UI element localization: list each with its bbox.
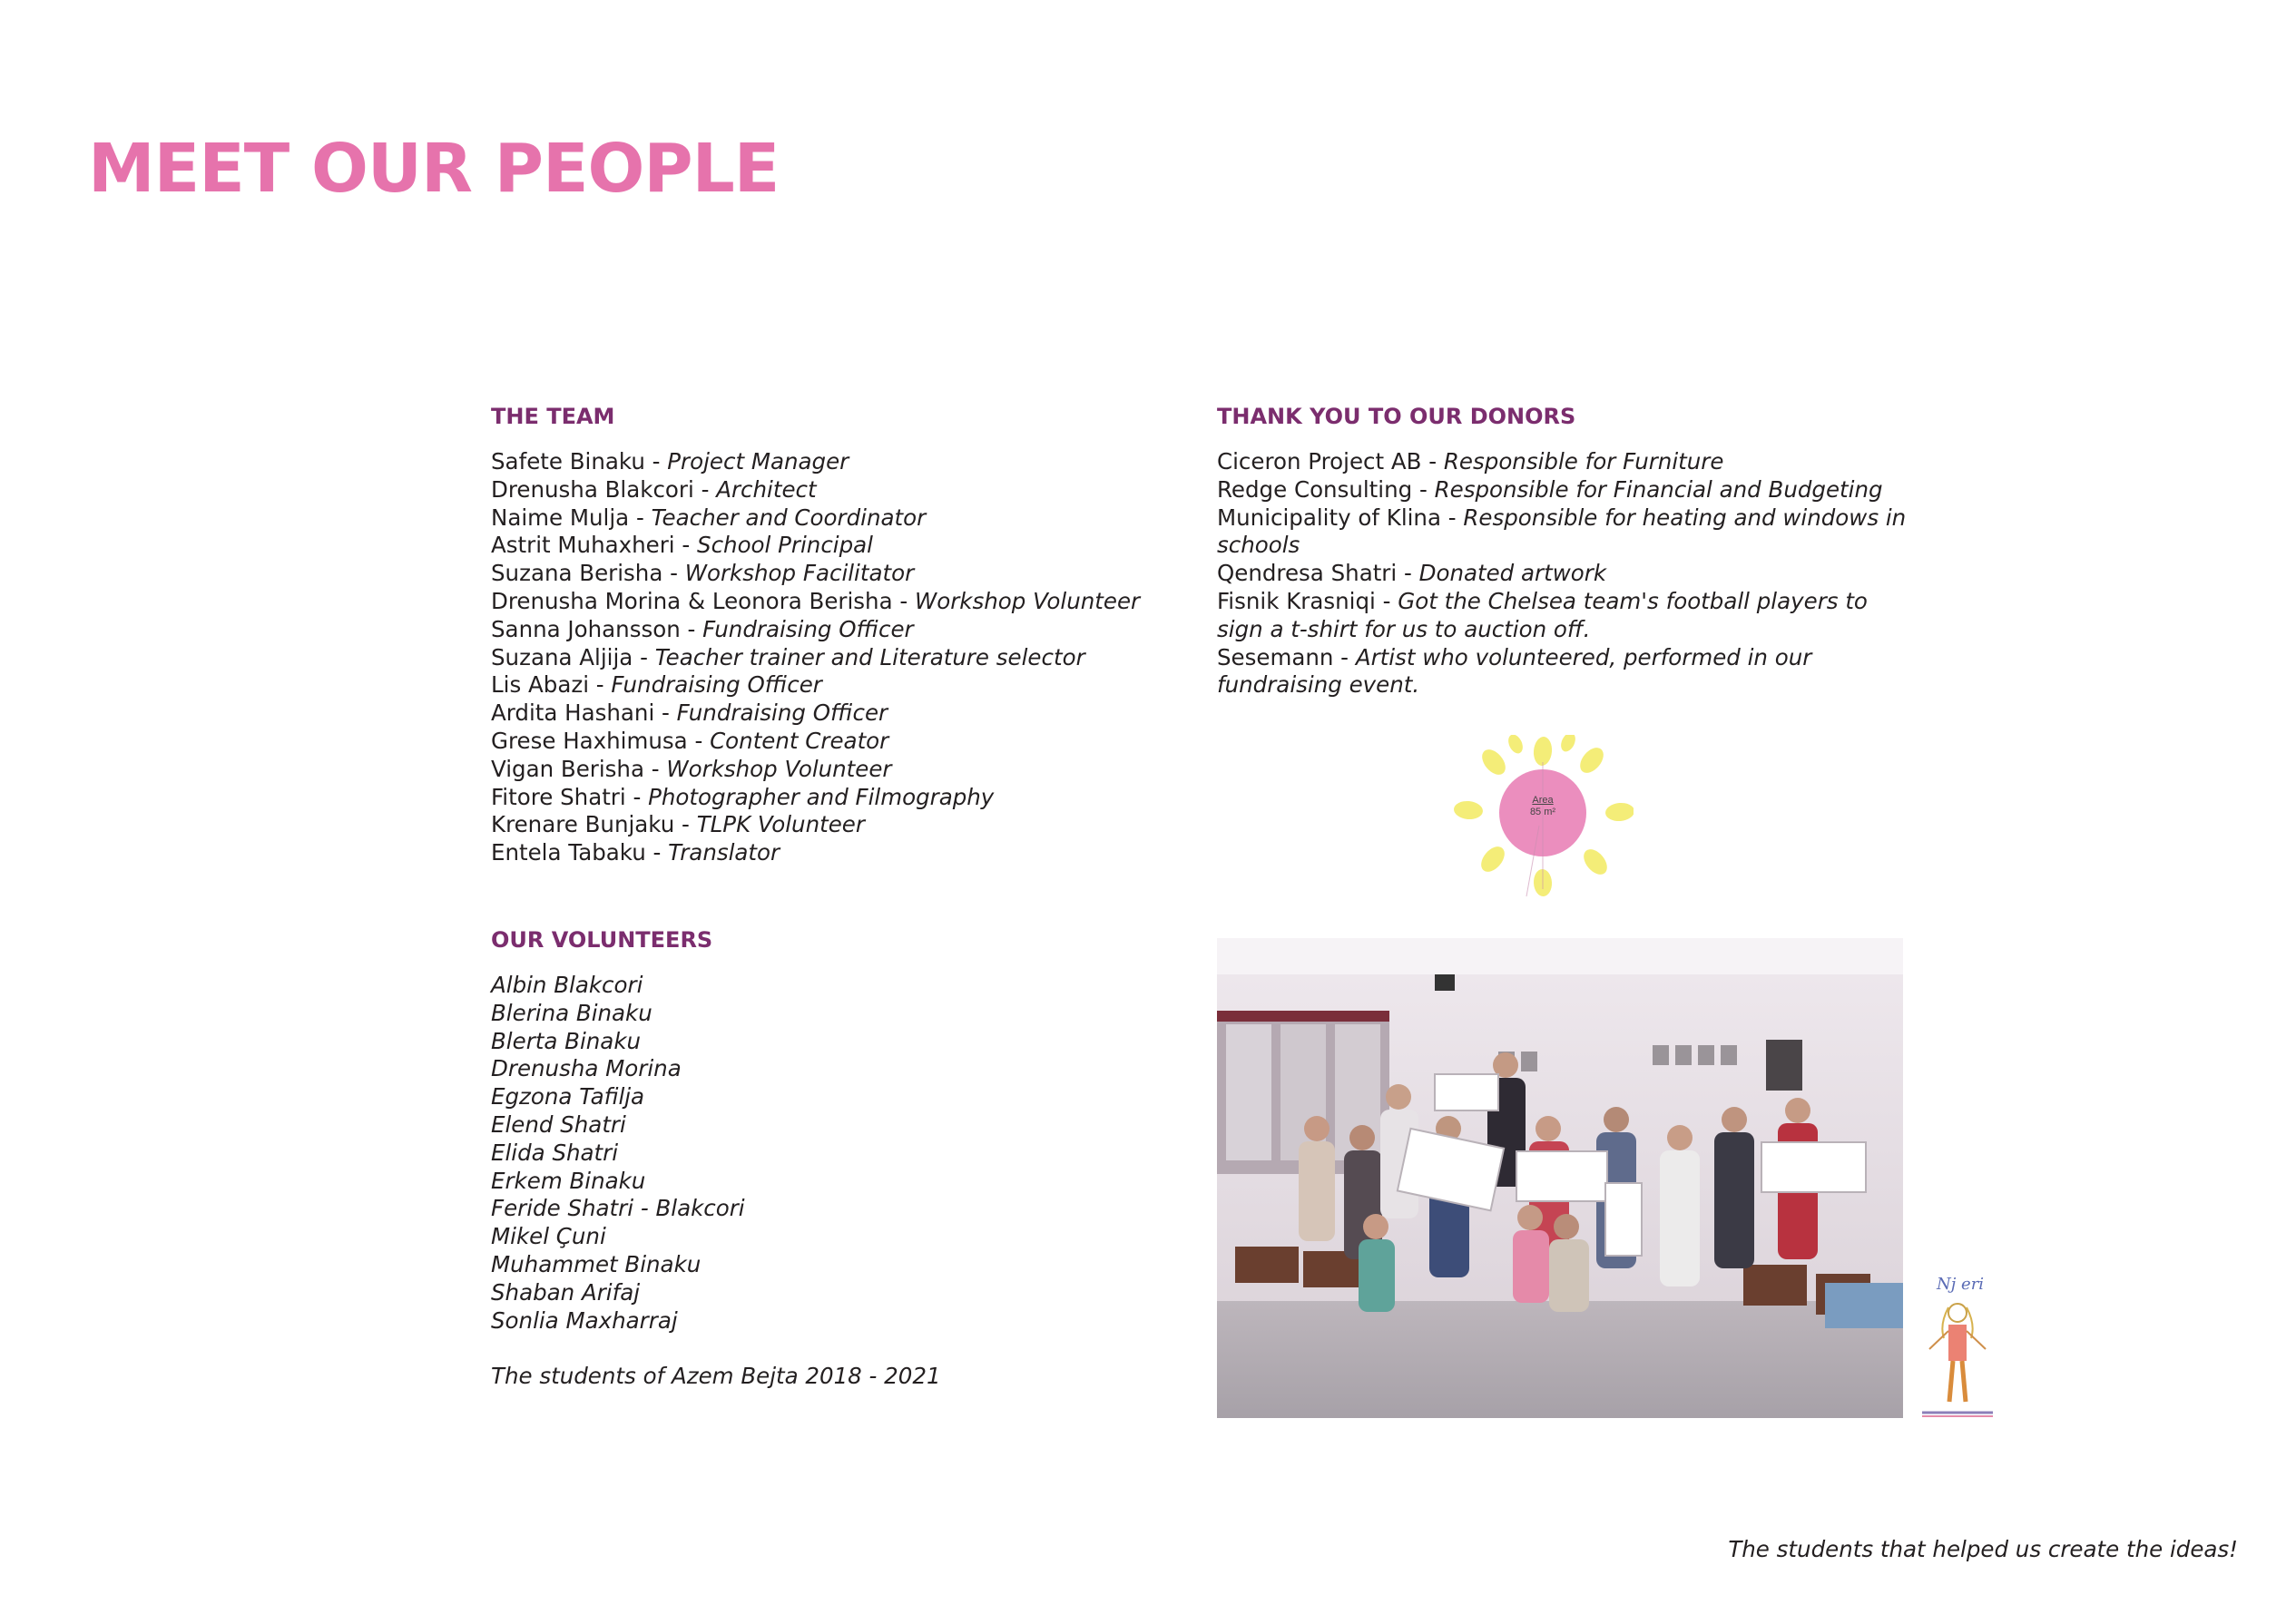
volunteer-name: Erkem Binaku — [491, 1167, 646, 1194]
volunteers-list — [491, 972, 745, 1335]
team-member-name: Suzana Berisha - — [491, 560, 685, 587]
volunteer-name: Elida Shatri — [491, 1139, 619, 1166]
volunteer-name: Sonlia Maxharraj — [491, 1306, 678, 1334]
team-member — [491, 671, 1140, 699]
team-member-name: Ardita Hashani - — [491, 699, 677, 727]
students-note: The students of Azem Bejta 2018 - 2021 — [491, 1363, 941, 1389]
team-member-role: Fundraising Officer — [676, 699, 888, 727]
donor-item — [1217, 476, 1907, 504]
team-member — [491, 784, 1140, 812]
team-member-name: Safete Binaku - — [491, 448, 668, 474]
group-photo-icon — [1217, 938, 1903, 1418]
volunteer-name: Elend Shatri — [491, 1110, 626, 1138]
team-member — [491, 644, 1140, 672]
child-figure-icon — [1917, 1275, 1998, 1420]
team-member-name: Naime Mulja - — [491, 504, 652, 531]
team-member — [491, 448, 1140, 476]
team-member-name: Astrit Muhaxheri - — [491, 532, 698, 559]
team-heading: THE TEAM — [491, 404, 615, 429]
team-member — [491, 504, 1140, 533]
team-member-role: Workshop Volunteer — [666, 755, 892, 782]
photo-caption: The students that helped us create the ideas! — [1728, 1536, 2238, 1562]
team-member-role: Content Creator — [710, 727, 889, 754]
team-list — [491, 448, 1140, 867]
team-member-role: Workshop Volunteer — [915, 587, 1141, 614]
team-member-name: Fitore Shatri - — [491, 783, 649, 810]
drawing-text: Nj eri — [1937, 1275, 1985, 1294]
volunteers-heading: OUR VOLUNTEERS — [491, 927, 713, 953]
team-member-name: Drenusha Blakcori - — [491, 475, 717, 503]
team-member-role: Fundraising Officer — [702, 615, 914, 642]
donor-role: Artist who volunteered, performed in our fundraising event. — [1217, 643, 1812, 699]
team-member-role: Workshop Facilitator — [684, 560, 915, 587]
donor-role: Responsible for Furniture — [1443, 448, 1724, 474]
donor-name: Sesemann - — [1217, 643, 1356, 670]
child-drawing — [1917, 1275, 1998, 1420]
team-member-name: Entela Tabaku - — [491, 839, 669, 866]
team-member-name: Vigan Berisha - — [491, 755, 667, 782]
volunteer-name: Muhammet Binaku — [491, 1250, 702, 1277]
team-member-role: Project Manager — [667, 448, 849, 474]
team-member — [491, 476, 1140, 504]
volunteer-name: Mikel Çuni — [491, 1223, 606, 1250]
team-member-name: Suzana Aljija - — [491, 643, 655, 670]
team-member-name: Lis Abazi - — [491, 671, 612, 699]
volunteer-name: Drenusha Morina — [491, 1055, 682, 1082]
donor-name: Ciceron Project AB - — [1217, 448, 1444, 474]
team-member — [491, 728, 1140, 756]
team-member — [491, 699, 1140, 728]
donor-role: Donated artwork — [1418, 560, 1607, 587]
group-photo — [1217, 938, 1903, 1418]
volunteer-name: Feride Shatri - Blakcori — [491, 1195, 745, 1222]
donors-heading: THANK YOU TO OUR DONORS — [1217, 404, 1576, 429]
team-member-name: Grese Haxhimusa - — [491, 727, 711, 754]
area-label — [1452, 795, 1634, 818]
area-label-value: 85 m² — [1529, 807, 1556, 817]
donor-name: Fisnik Krasniqi - — [1217, 587, 1398, 614]
donor-item — [1217, 588, 1907, 644]
donor-role: Responsible for heating and windows in schools — [1217, 504, 1907, 559]
donor-name: Redge Consulting - — [1217, 475, 1435, 503]
team-member-role: TLPK Volunteer — [696, 811, 865, 838]
volunteer-name: Blerta Binaku — [491, 1027, 642, 1054]
team-member-name: Krenare Bunjaku - — [491, 811, 697, 838]
volunteer-name: Egzona Tafilja — [491, 1083, 645, 1110]
donors-list — [1217, 448, 1907, 699]
team-member — [491, 616, 1140, 644]
volunteer-name: Shaban Arifaj — [491, 1278, 641, 1306]
donor-name: Municipality of Klina - — [1217, 504, 1464, 531]
team-member — [491, 756, 1140, 784]
volunteer-name: Albin Blakcori — [491, 972, 643, 998]
volunteer-name: Blerina Binaku — [491, 999, 652, 1026]
team-member-role: Architect — [716, 475, 817, 503]
donor-item — [1217, 560, 1907, 588]
team-member-role: Teacher trainer and Literature selector — [654, 643, 1085, 670]
sun-drawing — [1452, 735, 1634, 898]
donor-item — [1217, 448, 1907, 476]
donor-role: Responsible for Financial and Budgeting — [1434, 475, 1883, 503]
donor-item — [1217, 504, 1907, 561]
team-member — [491, 532, 1140, 560]
team-member — [491, 811, 1140, 839]
team-member-name: Sanna Johansson - — [491, 615, 703, 642]
team-member-role: Photographer and Filmography — [648, 783, 995, 810]
donor-item — [1217, 644, 1907, 700]
page-title: MEET OUR PEOPLE — [88, 130, 780, 208]
donor-name: Qendresa Shatri - — [1217, 560, 1419, 587]
team-member — [491, 839, 1140, 867]
team-member — [491, 588, 1140, 616]
team-member — [491, 560, 1140, 588]
area-label-title: Area — [1532, 795, 1554, 806]
team-member-role: Teacher and Coordinator — [651, 504, 927, 531]
team-member-role: Translator — [668, 839, 780, 866]
team-member-name: Drenusha Morina & Leonora Berisha - — [491, 587, 916, 614]
donor-role: Got the Chelsea team's football players to sign a t-shirt for us to auction off. — [1217, 587, 1868, 642]
team-member-role: Fundraising Officer — [611, 671, 822, 699]
team-member-role: School Principal — [697, 532, 873, 559]
